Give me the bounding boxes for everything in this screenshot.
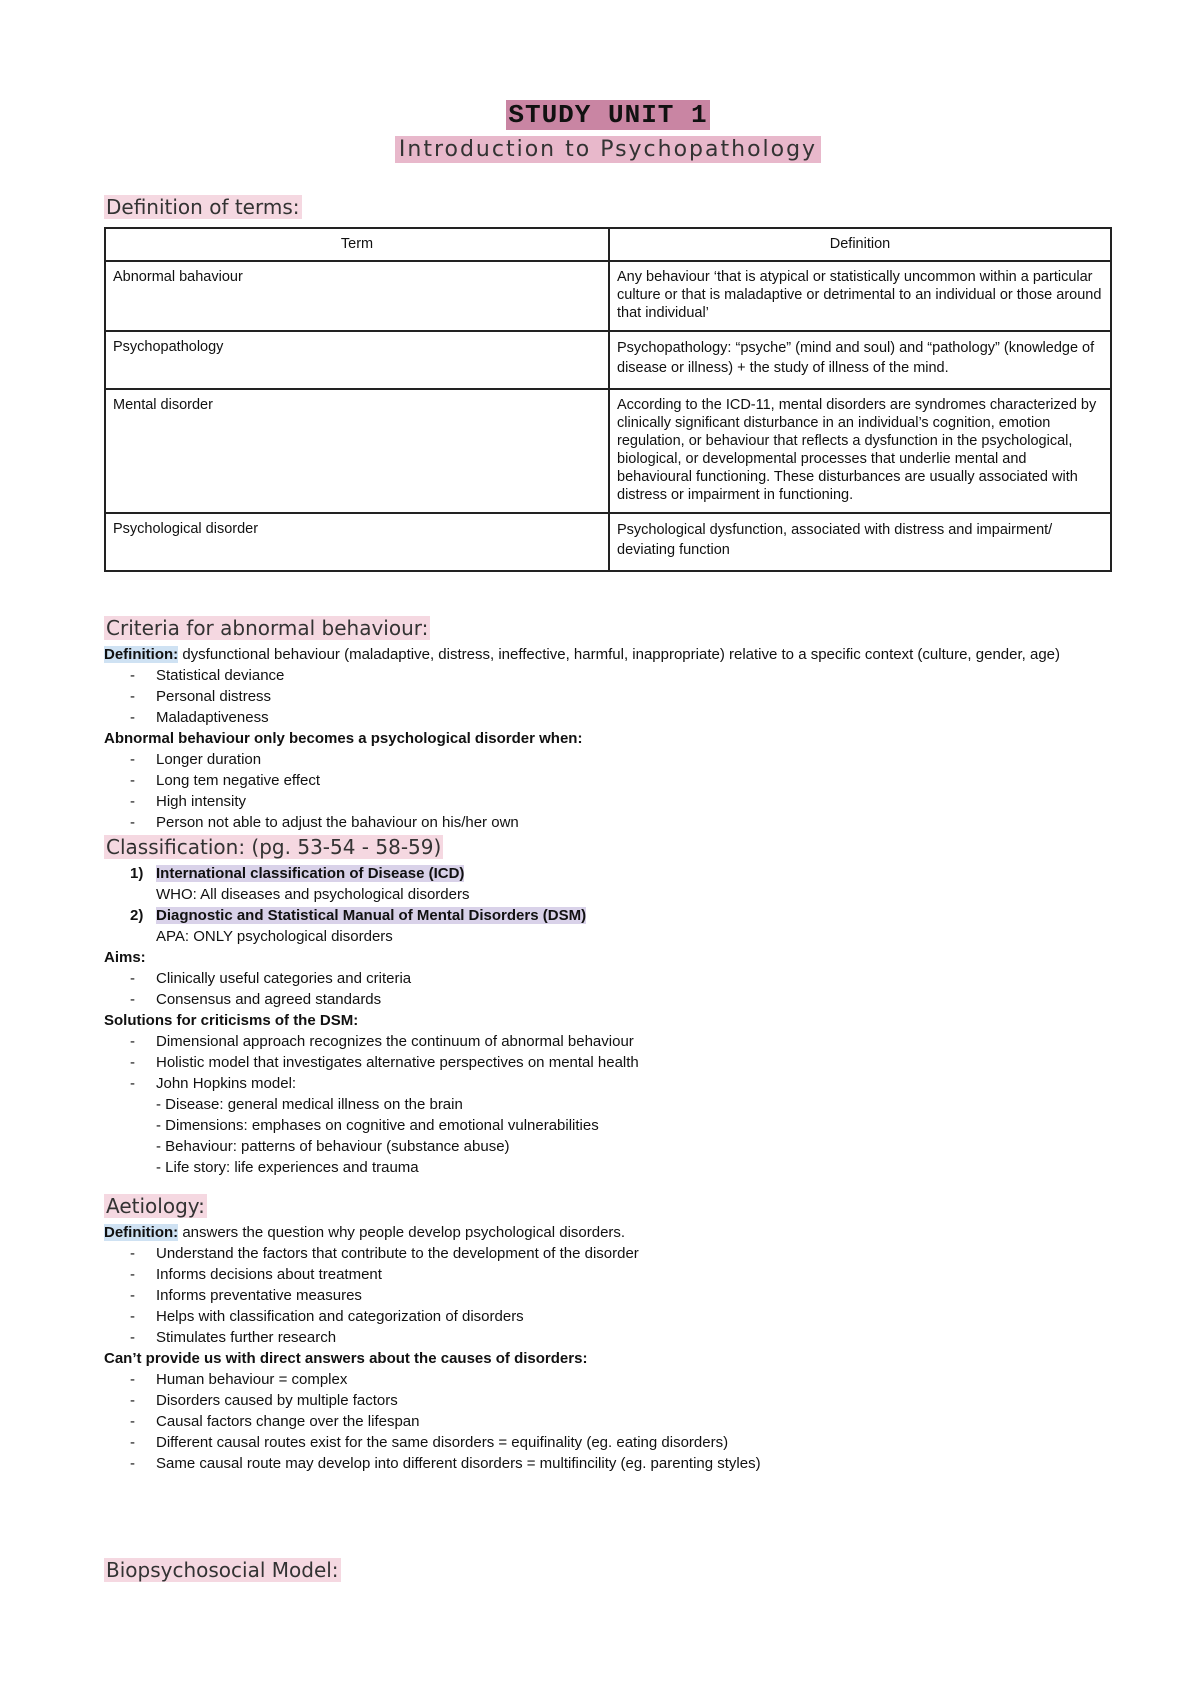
term-cell: Psychological disorder [105, 513, 609, 571]
list-item: - Different causal routes exist for the same disorders = equifinality (eg. eating disorders) [104, 1432, 1112, 1453]
list-item: - Long tem negative effect [104, 770, 1112, 791]
list-item: - Understand the factors that contribute to the development of the disorder [104, 1243, 1112, 1264]
list-item: - Holistic model that investigates alternative perspectives on mental health [104, 1052, 1112, 1073]
aims-heading: Aims: [104, 949, 146, 966]
classification-heading: Classification: (pg. 53-54 - 58-59) [106, 835, 442, 859]
hopkins-item: - Disease: general medical illness on the brain [156, 1096, 463, 1113]
table-row [105, 513, 1111, 571]
limitations-list [104, 1369, 1112, 1474]
term-cell: Abnormal bahaviour [105, 261, 609, 331]
system-name: Diagnostic and Statistical Manual of Mental Disorders (DSM) [156, 907, 587, 924]
aetiology-definition [104, 1222, 1112, 1243]
definition-text: answers the question why people develop psychological disorders. [178, 1224, 626, 1241]
definition-label: Definition: [104, 1224, 179, 1241]
list-item: - John Hopkins model: [104, 1073, 1112, 1094]
list-item: - Personal distress [104, 686, 1112, 707]
table-row [105, 261, 1111, 331]
aetiology-list [104, 1243, 1112, 1348]
aetiology-heading: Aetiology: [106, 1194, 205, 1218]
definition-cell: Any behaviour ‘that is atypical or statistically uncommon within a particular culture or that is maladaptive or detrimental to an individual or those around that individual’ [609, 261, 1111, 331]
table-header-row [105, 228, 1111, 261]
list-item: - Causal factors change over the lifespan [104, 1411, 1112, 1432]
list-item: APA: ONLY psychological disorders [156, 928, 393, 945]
hopkins-item: - Life story: life experiences and trauma [156, 1159, 419, 1176]
definition-cell: Psychological dysfunction, associated with distress and impairment/ deviating function [609, 513, 1111, 571]
column-header-definition: Definition [609, 228, 1111, 261]
classification-systems-list [104, 863, 1112, 947]
list-item [104, 863, 1112, 884]
document-content [104, 100, 1112, 1586]
aims-list [104, 968, 1112, 1010]
list-item: - Informs decisions about treatment [104, 1264, 1112, 1285]
list-item: - High intensity [104, 791, 1112, 812]
unit-subtitle: Introduction to Psychopathology [395, 136, 821, 163]
criteria-list [104, 665, 1112, 728]
definitions-heading: Definition of terms: [106, 195, 300, 219]
solutions-list [104, 1031, 1112, 1094]
list-item: - Statistical deviance [104, 665, 1112, 686]
list-item [104, 905, 1112, 926]
definition-cell: According to the ICD-11, mental disorders are syndromes characterized by clinically significant disturbance in an individual’s cognition, emotion regulation, or behaviour that reflects a dysfunction in the psychological, biological, or developmental processes that underlie mental and behavioural functioning. These disturbances are usually associated with distress or impairment in functioning. [609, 389, 1111, 513]
list-item: - Helps with classification and categorization of disorders [104, 1306, 1112, 1327]
column-header-term: Term [105, 228, 609, 261]
list-item: - Longer duration [104, 749, 1112, 770]
list-item: - Dimensional approach recognizes the continuum of abnormal behaviour [104, 1031, 1112, 1052]
limitations-heading: Can’t provide us with direct answers about the causes of disorders: [104, 1350, 588, 1367]
definition-cell: Psychopathology: “psyche” (mind and soul) and “pathology” (knowledge of disease or illness) + the study of illness of the mind. [609, 331, 1111, 389]
hopkins-item: - Behaviour: patterns of behaviour (substance abuse) [156, 1138, 510, 1155]
list-number: 2) [130, 907, 144, 924]
list-item: - Clinically useful categories and criteria [104, 968, 1112, 989]
criteria-heading: Criteria for abnormal behaviour: [106, 616, 429, 640]
list-item: - Human behaviour = complex [104, 1369, 1112, 1390]
disorder-conditions-list [104, 749, 1112, 833]
unit-title: STUDY UNIT 1 [508, 100, 708, 130]
list-item: - Consensus and agreed standards [104, 989, 1112, 1010]
list-item: - Same causal route may develop into different disorders = multifincility (eg. parenting styles) [104, 1453, 1112, 1474]
list-item: - Maladaptiveness [104, 707, 1112, 728]
definitions-table [104, 227, 1112, 572]
definition-text: dysfunctional behaviour (maladaptive, distress, ineffective, harmful, inappropriate) relative to a specific context (culture, gender, age) [178, 646, 1061, 663]
biopsychosocial-heading: Biopsychosocial Model: [106, 1558, 339, 1582]
list-item: - Informs preventative measures [104, 1285, 1112, 1306]
table-row [105, 331, 1111, 389]
criteria-definition [104, 644, 1112, 665]
solutions-heading: Solutions for criticisms of the DSM: [104, 1012, 359, 1029]
disorder-conditions-heading: Abnormal behaviour only becomes a psychological disorder when: [104, 730, 583, 747]
list-number: 1) [130, 865, 144, 882]
definition-label: Definition: [104, 646, 179, 663]
term-cell: Psychopathology [105, 331, 609, 389]
list-item: - Disorders caused by multiple factors [104, 1390, 1112, 1411]
table-row [105, 389, 1111, 513]
title-block [104, 100, 1112, 167]
hopkins-item: - Dimensions: emphases on cognitive and emotional vulnerabilities [156, 1117, 599, 1134]
list-item: WHO: All diseases and psychological disorders [156, 886, 470, 903]
list-item: - Stimulates further research [104, 1327, 1112, 1348]
list-item: - Person not able to adjust the bahaviour on his/her own [104, 812, 1112, 833]
term-cell: Mental disorder [105, 389, 609, 513]
system-name: International classification of Disease (ICD) [156, 865, 465, 882]
